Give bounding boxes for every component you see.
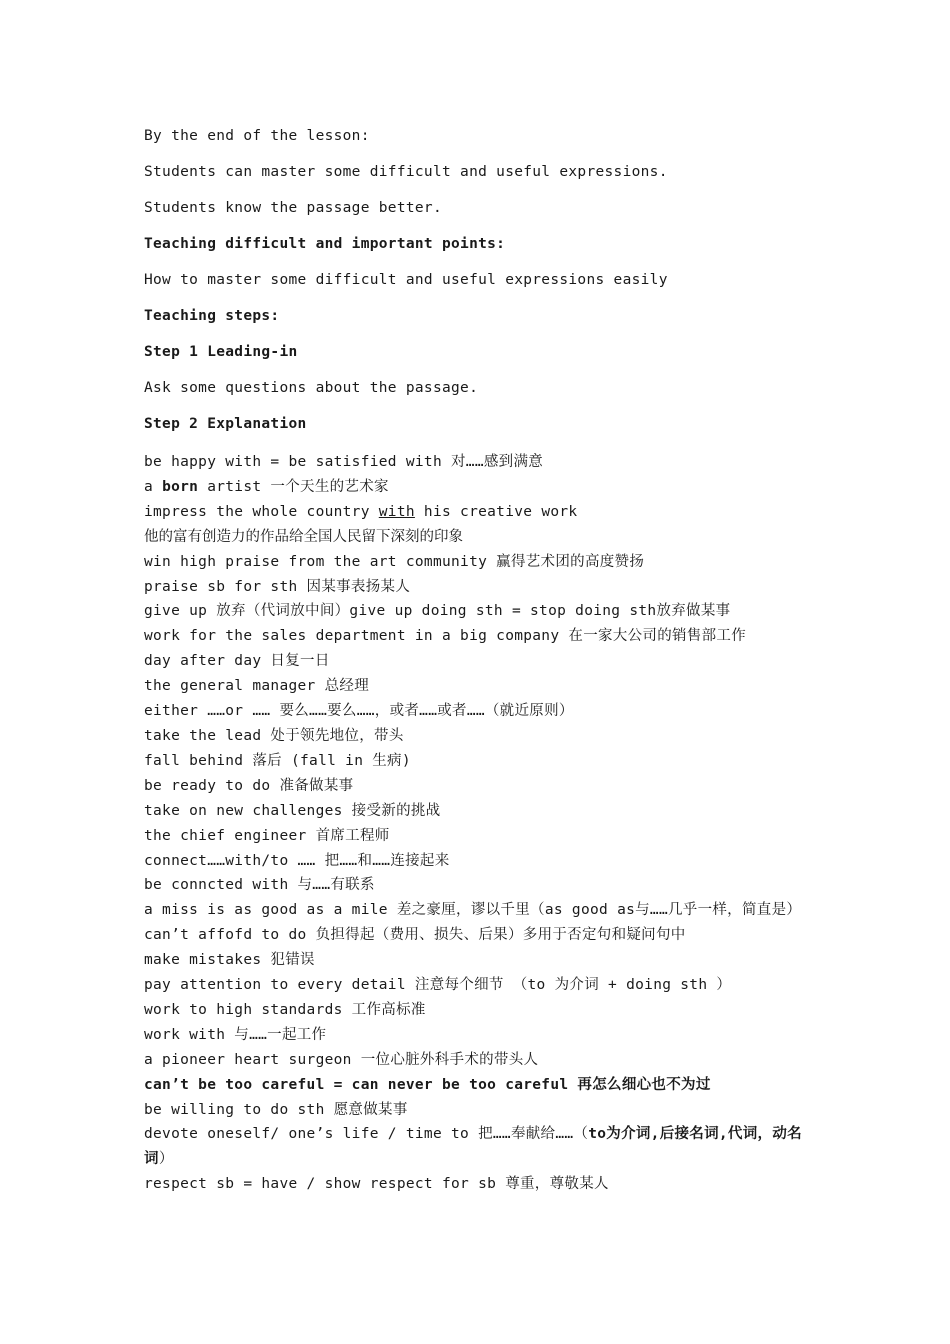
points-text: How to master some difficult and useful expressions easily: [144, 272, 668, 288]
step2-heading: Step 2 Explanation: [144, 416, 307, 432]
vocab-line: be conncted with 与……有联系: [144, 877, 375, 894]
vocab-line: make mistakes 犯错误: [144, 952, 315, 969]
objective-item: Students can master some difficult and useful expressions.: [144, 164, 668, 180]
vocab-line: can’t affofd to do 负担得起（费用、损失、后果）多用于否定句和疑问句中: [144, 927, 686, 944]
vocab-text: artist 一个天生的艺术家: [198, 478, 389, 495]
vocab-line: be willing to do sth 愿意做某事: [144, 1101, 408, 1118]
vocab-line: can’t be too careful = can never be too careful 再怎么细心也不为过: [144, 1076, 711, 1093]
vocab-underlined-word: with: [378, 503, 415, 520]
vocab-text: impress the whole country: [144, 503, 379, 520]
vocab-line: fall behind 落后 (fall in 生病): [144, 752, 411, 769]
vocab-line: a pioneer heart surgeon 一位心脏外科手术的带头人: [144, 1051, 539, 1068]
step1-heading: Step 1 Leading-in: [144, 344, 298, 360]
vocab-bold-word: born: [162, 478, 199, 495]
vocab-line: a miss is as good as a mile 差之豪厘，谬以千里（as good as与……几乎一样，简直是）: [144, 902, 802, 919]
vocab-line: win high praise from the art community 赢得艺术团的高度赞扬: [144, 553, 645, 570]
vocabulary-list: [144, 450, 814, 1197]
vocab-line: [144, 475, 814, 500]
document-page: [144, 126, 814, 1197]
vocab-text: ）: [158, 1151, 174, 1168]
vocab-text: devote oneself/ one’s life / time to 把……奉献给……（: [144, 1126, 589, 1143]
vocab-line: [144, 500, 814, 525]
vocab-line: take the lead 处于领先地位，带头: [144, 727, 404, 744]
objectives-intro: By the end of the lesson:: [144, 128, 370, 144]
vocab-line: work with 与……一起工作: [144, 1026, 327, 1043]
vocab-line: respect sb = have / show respect for sb 尊重，尊敬某人: [144, 1176, 609, 1193]
vocab-line: be ready to do 准备做某事: [144, 777, 354, 794]
vocab-line: either ……or …… 要么……要么……，或者……或者……（就近原则）: [144, 703, 574, 720]
vocab-line: connect……with/to …… 把……和……连接起来: [144, 852, 450, 869]
steps-heading: Teaching steps:: [144, 308, 280, 324]
vocab-line: day after day 日复一日: [144, 653, 330, 670]
vocab-bold-note: to为介词,后接名词,代词，动名词: [144, 1126, 802, 1168]
vocab-line: give up 放弃（代词放中间）give up doing sth = stop doing sth放弃做某事: [144, 603, 731, 620]
vocab-line: take on new challenges 接受新的挑战: [144, 802, 441, 819]
vocab-line: [144, 1122, 814, 1172]
step1-text: Ask some questions about the passage.: [144, 380, 479, 396]
vocab-text: his creative work: [414, 503, 578, 520]
vocab-line: 他的富有创造力的作品给全国人民留下深刻的印象: [144, 528, 463, 545]
vocab-line: praise sb for sth 因某事表扬某人: [144, 578, 411, 595]
vocab-line: work for the sales department in a big company 在一家大公司的销售部工作: [144, 628, 746, 645]
vocab-line: be happy with = be satisfied with 对……感到满意: [144, 454, 544, 470]
vocab-line: pay attention to every detail 注意每个细节 （to 为介词 + doing sth ）: [144, 977, 732, 994]
points-heading: Teaching difficult and important points:: [144, 236, 506, 252]
objective-item: Students know the passage better.: [144, 200, 442, 216]
vocab-line: work to high standards 工作高标准: [144, 1001, 426, 1018]
vocab-line: the general manager 总经理: [144, 678, 369, 695]
vocab-text: a: [144, 478, 163, 495]
vocab-line: the chief engineer 首席工程师: [144, 827, 390, 844]
